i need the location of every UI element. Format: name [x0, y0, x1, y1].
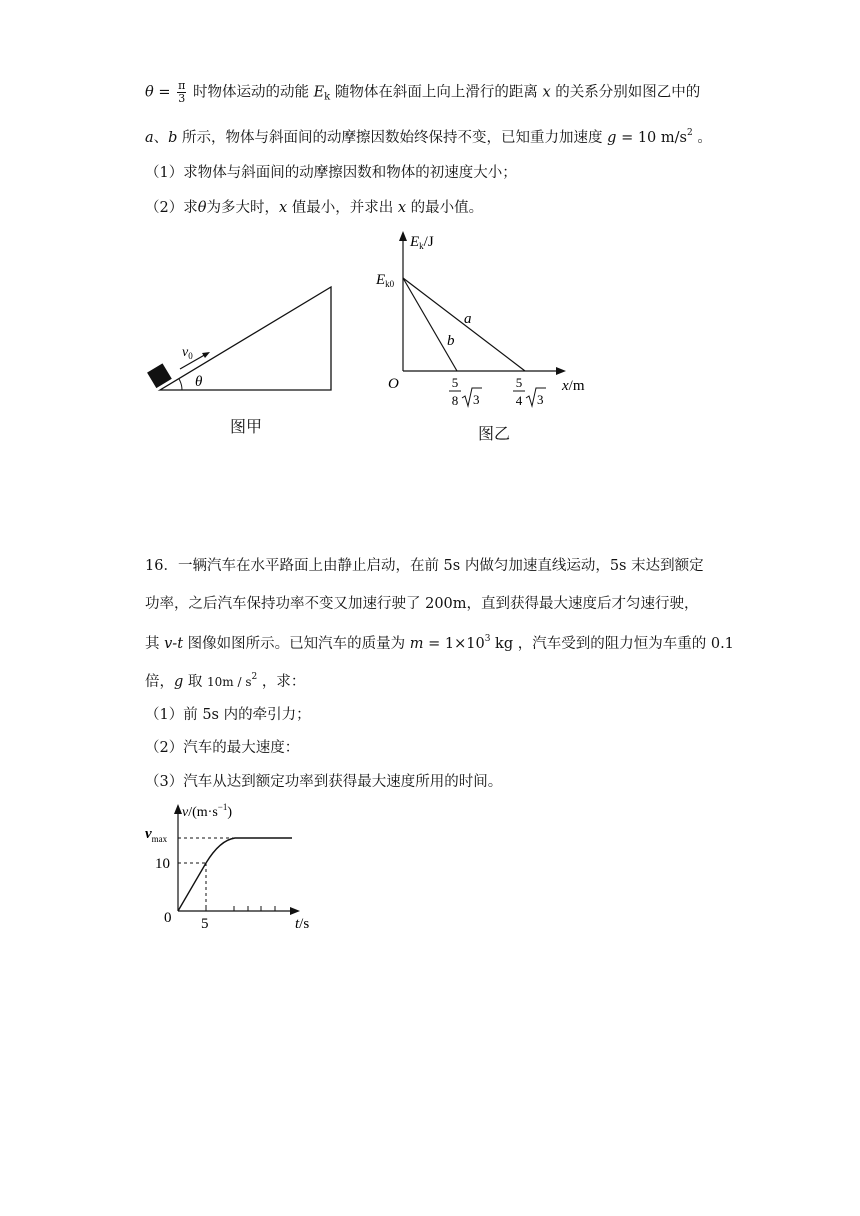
figure-yi-ek-x-graph [370, 226, 610, 416]
vt-x-axis-label: t/s [295, 916, 310, 932]
ek0-label: $E_{k0}$ [376, 272, 395, 289]
vt-x-axis-arrow [290, 907, 300, 915]
q16-subquestion-1: （1）前 5s 内的牵引力； [145, 707, 311, 723]
v0-label: $v_0$ [182, 345, 193, 361]
yi-origin-label: O [388, 376, 399, 392]
line-b [403, 278, 457, 371]
pi-over-3-fraction: $\frac{\pi}{3}$ [178, 79, 186, 106]
vt-origin-label: 0 [164, 910, 172, 926]
figure-jia-caption: 图甲 [230, 417, 263, 436]
vt-y-axis-arrow [174, 804, 182, 814]
yi-y-axis-label: $E_k/J$ [410, 234, 434, 251]
q16-line-1: 16．一辆汽车在水平路面上由静止启动，在前 5s 内做匀加速直线运动，5s 末达到额定 [145, 558, 704, 574]
vt-y-tick-10: 10 [155, 856, 170, 872]
svg-text:5: 5 [451, 375, 459, 390]
svg-text:5: 5 [515, 375, 523, 390]
vt-curve [178, 838, 292, 911]
theta-angle-arc [179, 379, 182, 390]
label-a: a [464, 311, 472, 327]
tick-5-4-sqrt3 [513, 375, 546, 408]
yi-x-axis-arrow [556, 367, 566, 375]
q15-subquestion-1: （1）求物体与斜面间的动摩擦因数和物体的初速度大小； [145, 165, 517, 181]
vt-x-ticks [206, 906, 275, 911]
q16-vt-graph [140, 798, 340, 936]
q15-line-2: a、b 所示，物体与斜面间的动摩擦因数始终保持不变，已知重力加速度 g = 10 $m/s^2$ 。 [145, 128, 712, 146]
figure-jia-incline [140, 270, 360, 400]
incline-triangle [160, 287, 331, 390]
theta-angle-label: θ [195, 374, 203, 390]
svg-text:4: 4 [515, 393, 523, 408]
yi-x-axis-label: x/m [562, 378, 585, 394]
label-b: b [447, 333, 455, 349]
theta-symbol: θ [145, 84, 154, 101]
block-on-incline [147, 363, 172, 388]
q16-line-2: 功率，之后汽车保持功率不变又加速行驶了 200m，直到获得最大速度后才匀速行驶， [145, 596, 699, 612]
svg-text:3: 3 [473, 392, 480, 407]
svg-text:3: 3 [537, 392, 544, 407]
q16-line-4: 倍，g 取 $10m / s^2$ ，求： [145, 672, 306, 690]
svg-text:8: 8 [451, 393, 459, 408]
q15-intro-line: θ = $\frac{\pi}{3}$ 时物体运动的动能 $E_k$ 随物体在斜面上向上滑行的距离 x 的关系分别如图乙中的 [145, 79, 701, 106]
figure-yi-caption: 图乙 [478, 424, 511, 443]
yi-y-axis-arrow [399, 231, 407, 241]
tick-5-8-sqrt3 [449, 375, 482, 408]
q15-subquestion-2: （2）求θ为多大时，x 值最小，并求出 x 的最小值。 [145, 200, 484, 216]
q16-subquestion-2: （2）汽车的最大速度： [145, 740, 300, 756]
vt-x-tick-5: 5 [201, 916, 209, 932]
q16-subquestion-3: （3）汽车从达到额定功率到获得最大速度所用的时间。 [145, 774, 503, 790]
q16-line-3: 其 v-t 图像如图所示。已知汽车的质量为 $m = 1\times 10^3$ kg ，汽车受到的阻力恒为车重的 0.1 [145, 634, 734, 652]
vt-y-axis-label: $v/(m\cdot s^{-1})$ [182, 802, 233, 820]
vmax-label: $v_{max}$ [145, 826, 168, 844]
v0-arrowhead [202, 352, 210, 358]
